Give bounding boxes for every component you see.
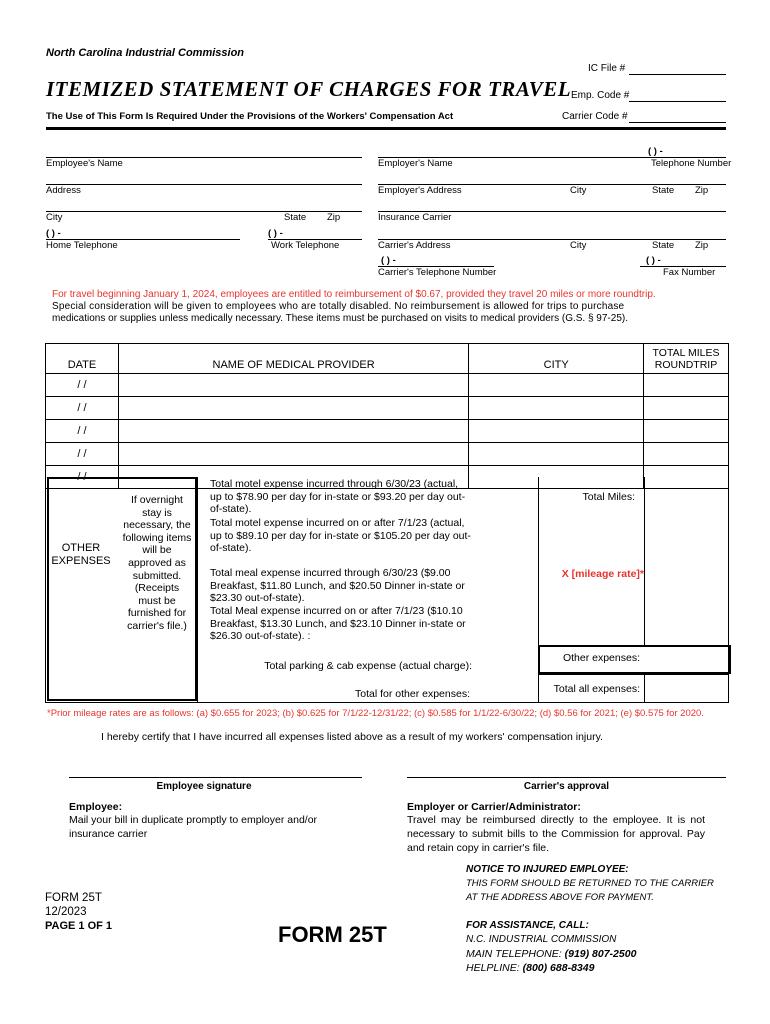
employee-signature-line[interactable] <box>69 777 362 778</box>
address-label: Address <box>46 185 81 196</box>
employee-name-label: Employee's Name <box>46 158 123 169</box>
carrier-phone-template: ( ) - <box>381 255 396 266</box>
main-telephone-row <box>466 948 636 960</box>
city-cell[interactable] <box>469 443 644 466</box>
employer-address-label: Employer's Address <box>378 185 462 196</box>
meal-expense-through: Total meal expense incurred through 6/30/23 ($9.00 Breakfast, $11.80 Lunch, and $20.50 Dinner in-state or $23.30 out-of-state). <box>210 567 465 604</box>
form-big-label: FORM 25T <box>278 922 387 947</box>
date-cell[interactable]: / / <box>46 443 119 466</box>
helpline-row <box>466 962 594 974</box>
city-cell[interactable] <box>469 374 644 397</box>
employer-name-label: Employer's Name <box>378 158 453 169</box>
total-all-value-divider <box>644 674 645 703</box>
employer-state-label: State <box>652 185 675 196</box>
state-label: State <box>284 212 307 223</box>
city-label: City <box>46 212 63 223</box>
carrier-approval-line[interactable] <box>407 777 726 778</box>
main-telephone-label: MAIN TELEPHONE: <box>466 948 562 960</box>
insurance-carrier-label: Insurance Carrier <box>378 212 452 223</box>
provider-header: NAME OF MEDICAL PROVIDER <box>118 344 468 374</box>
city-cell[interactable] <box>469 397 644 420</box>
carrier-zip-label: Zip <box>695 240 709 251</box>
special-consideration-text: Special consideration will be given to employees who are totally disabled. No reimbursement is allowed for trips to purchase <box>52 301 625 312</box>
city-cell[interactable] <box>469 420 644 443</box>
date-cell[interactable]: / / <box>46 466 119 489</box>
table-header-row <box>46 344 729 374</box>
certify-statement: I hereby certify that I have incurred all expenses listed above as a result of my workers' compensation injury. <box>101 731 603 743</box>
date-cell[interactable]: / / <box>46 374 119 397</box>
other-expenses-label: OTHER EXPENSES <box>51 542 111 567</box>
notice-line-1: THIS FORM SHOULD BE RETURNED TO THE CARRIER <box>466 878 714 889</box>
table-row <box>46 397 729 420</box>
telephone-number-label: Telephone Number <box>651 158 732 169</box>
provider-cell[interactable] <box>118 374 468 397</box>
carrier-city-label: City <box>570 240 587 251</box>
carrier-code-label: Carrier Code # <box>562 111 628 122</box>
table-row <box>46 374 729 397</box>
motel-expense-after: Total motel expense incurred on or after 7/1/23 (actual, up to $89.10 per day for in-state or $105.20 per day out-of-state). <box>210 517 471 554</box>
city-header: CITY <box>469 344 644 374</box>
home-phone-template: ( ) - <box>46 228 61 239</box>
helpline-number[interactable]: (800) 688-8349 <box>522 962 595 974</box>
form-subtitle: The Use of This Form Is Required Under the Provisions of the Workers' Compensation Act <box>46 111 454 122</box>
helpline-label: HELPLINE: <box>466 962 520 974</box>
date-header: DATE <box>46 344 119 374</box>
miles-header <box>644 344 729 374</box>
provider-cell[interactable] <box>118 420 468 443</box>
miles-cell[interactable] <box>644 420 729 443</box>
column-divider-miles <box>644 477 645 645</box>
date-cell[interactable]: / / <box>46 397 119 420</box>
employee-instructions: Mail your bill in duplicate promptly to employer and/or insurance carrier <box>69 814 318 840</box>
total-all-divider <box>538 674 729 675</box>
carrier-state-label: State <box>652 240 675 251</box>
emp-code-label: Emp. Code # <box>571 90 630 101</box>
overnight-note: If overnight stay is necessary, the following items will be approved as submitted. (Receipts must be furnished for carrier's file.) <box>122 494 192 632</box>
header-rule <box>46 127 726 130</box>
provider-cell[interactable] <box>118 397 468 420</box>
miles-cell[interactable] <box>644 374 729 397</box>
parking-expense-label: Total parking & cab expense (actual charge): <box>264 660 472 672</box>
expense-entry-column[interactable] <box>472 477 538 703</box>
mileage-rate-label: X [mileage rate]* <box>561 568 644 580</box>
agency-name: North Carolina Industrial Commission <box>46 47 245 59</box>
other-expenses-total-label: Other expenses: <box>562 652 640 664</box>
date-cell[interactable]: / / <box>46 420 119 443</box>
total-miles-label: Total Miles: <box>582 491 635 503</box>
employer-phone-template: ( ) - <box>648 146 663 157</box>
fax-template: ( ) - <box>646 255 661 266</box>
employee-signature-label: Employee signature <box>156 781 252 792</box>
employer-instructions: Travel may be reimbursed directly to the employee. It is not necessary to submit bills to the Commission for approval. Pay and retain copy in carrier's file. <box>407 814 705 854</box>
column-divider-desc <box>197 477 198 703</box>
address-field[interactable] <box>46 184 362 185</box>
work-phone-template: ( ) - <box>268 228 283 239</box>
home-telephone-label: Home Telephone <box>46 240 118 251</box>
motel-expense-through: Total motel expense incurred through 6/30/23 (actual, up to $78.90 per day for in-state or $93.20 per day out-of-state). <box>210 478 466 515</box>
page-number: PAGE 1 OF 1 <box>45 920 113 932</box>
assistance-heading: FOR ASSISTANCE, CALL: <box>466 920 589 931</box>
total-all-label: Total all expenses: <box>553 683 640 695</box>
carrier-telephone-label: Carrier's Telephone Number <box>378 267 497 278</box>
notice-line-2: AT THE ADDRESS ABOVE FOR PAYMENT. <box>466 892 654 903</box>
form-id: FORM 25T <box>45 892 102 904</box>
work-telephone-label: Work Telephone <box>271 240 340 251</box>
table-row <box>46 443 729 466</box>
travel-table <box>45 343 729 489</box>
form-date: 12/2023 <box>45 906 87 918</box>
miles-header-line2: ROUNDTRIP <box>654 358 718 371</box>
provider-cell[interactable] <box>118 443 468 466</box>
fax-number-label: Fax Number <box>663 267 716 278</box>
main-telephone-number[interactable]: (919) 807-2500 <box>564 948 637 960</box>
meal-expense-after: Total Meal expense incurred on or after 7/1/23 ($10.10 Breakfast, $13.30 Lunch, and $23.10 Dinner in-state or $26.30 out-of-state). : <box>210 605 466 642</box>
assistance-org: N.C. INDUSTRIAL COMMISSION <box>466 934 617 945</box>
reimbursement-notice: For travel beginning January 1, 2024, employees are entitled to reimbursement of $0.67, provided they travel 20 miles or more roundtrip. <box>52 289 656 300</box>
miles-cell[interactable] <box>644 443 729 466</box>
employer-heading: Employer or Carrier/Administrator: <box>407 801 581 813</box>
medications-text: medications or supplies unless medically necessary. These items must be purchased on visits to medical providers (G.S. § 97-25). <box>52 313 628 324</box>
employer-city-label: City <box>570 185 587 196</box>
employee-heading: Employee: <box>69 801 123 813</box>
zip-label: Zip <box>327 212 341 223</box>
ic-file-field[interactable] <box>629 74 726 75</box>
miles-header-line1: TOTAL MILES <box>652 346 720 359</box>
table-row <box>46 420 729 443</box>
emp-code-field[interactable] <box>629 101 726 102</box>
miles-cell[interactable] <box>644 397 729 420</box>
employer-zip-label: Zip <box>695 185 709 196</box>
carrier-code-field[interactable] <box>629 122 726 123</box>
carrier-address-label: Carrier's Address <box>378 240 451 251</box>
notice-heading: NOTICE TO INJURED EMPLOYEE: <box>466 864 629 875</box>
total-other-label: Total for other expenses: <box>355 688 470 700</box>
city-field[interactable] <box>46 211 362 212</box>
form-title: ITEMIZED STATEMENT OF CHARGES FOR TRAVEL <box>46 77 572 101</box>
prior-mileage-footnote: *Prior mileage rates are as follows: (a) $0.655 for 2023; (b) $0.625 for 7/1/22-12/31/22; (c) $0.585 for 1/1/22-6/30/22; (d) $0.56 for 2021; (e) $0.575 for 2020. <box>47 708 704 719</box>
carrier-approval-label: Carrier's approval <box>523 781 610 792</box>
ic-file-label: IC File # <box>588 63 626 74</box>
